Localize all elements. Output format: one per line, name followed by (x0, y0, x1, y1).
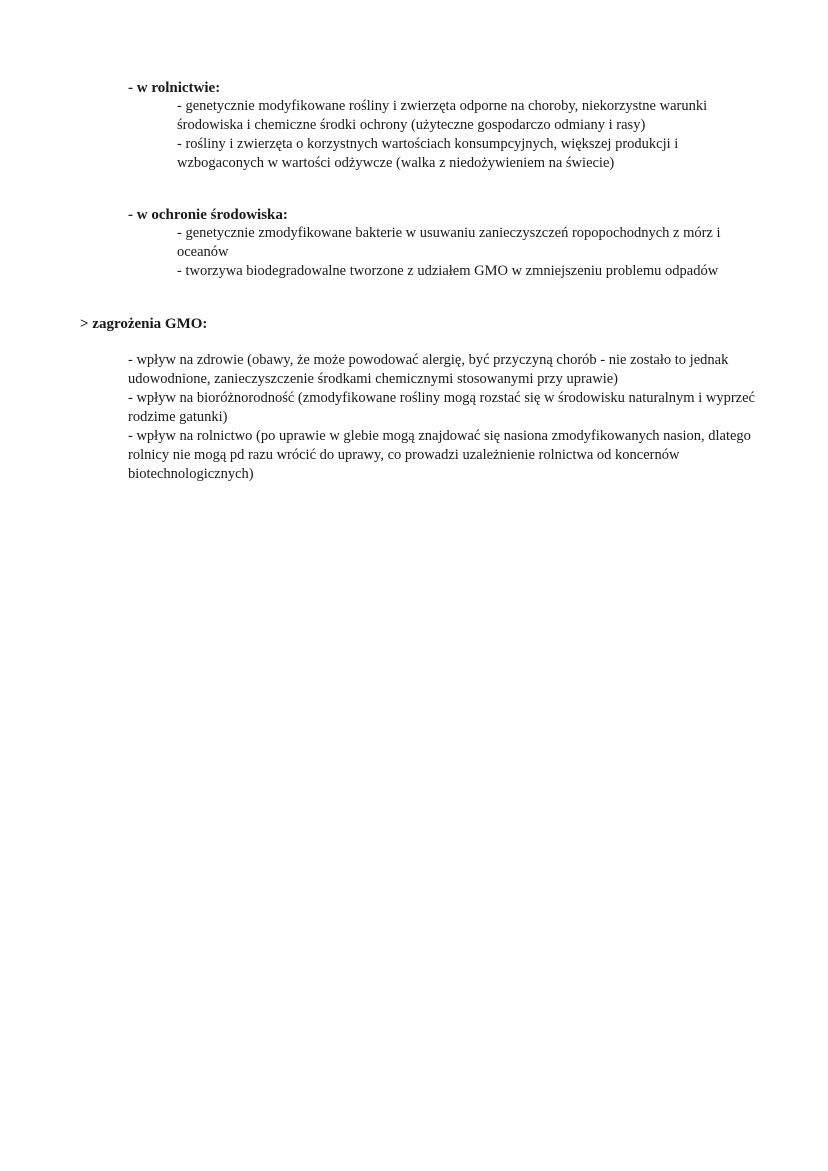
list-item: - wpływ na rolnictwo (po uprawie w glebie mogą znajdować się nasiona zmodyfikowanych nasion, dlatego rolnicy nie mogą pd razu wrócić do uprawy, co prowadzi uzależnienie rolnictwa od koncernów biotechnologicznych) (128, 428, 751, 482)
section-heading-rolnictwo: - w rolnictwie: (128, 80, 221, 96)
section-list-zagrozenia (128, 351, 758, 484)
section-list-rolnictwo (177, 97, 737, 173)
section-heading-srodowisko: - w ochronie środowiska: (128, 207, 288, 223)
list-item: - wpływ na zdrowie (obawy, że może powodować alergię, być przyczyną chorób - nie zostało to jednak udowodnione, zanieczyszczenie środkami chemicznymi stosowanymi przy uprawie) (128, 352, 729, 387)
list-item: - wpływ na bioróżnorodność (zmodyfikowane rośliny mogą rozstać się w środowisku naturalnym i wyprzeć rodzime gatunki) (128, 390, 755, 425)
list-item: - genetycznie zmodyfikowane bakterie w usuwaniu zanieczyszczeń ropopochodnych z mórz i oceanów (177, 225, 721, 260)
section-list-srodowisko (177, 224, 747, 281)
list-item: - rośliny i zwierzęta o korzystnych wartościach konsumpcyjnych, większej produkcji i wzbogaconych w wartości odżywcze (walka z niedożywieniem na świecie) (177, 136, 679, 171)
list-item: - genetycznie modyfikowane rośliny i zwierzęta odporne na choroby, niekorzystne warunki środowiska i chemiczne środki ochrony (użyteczne gospodarczo odmiany i rasy) (177, 98, 708, 133)
list-item: - tworzywa biodegradowalne tworzone z udziałem GMO w zmniejszeniu problemu odpadów (177, 263, 719, 279)
section-heading-zagrozenia: > zagrożenia GMO: (80, 316, 208, 332)
